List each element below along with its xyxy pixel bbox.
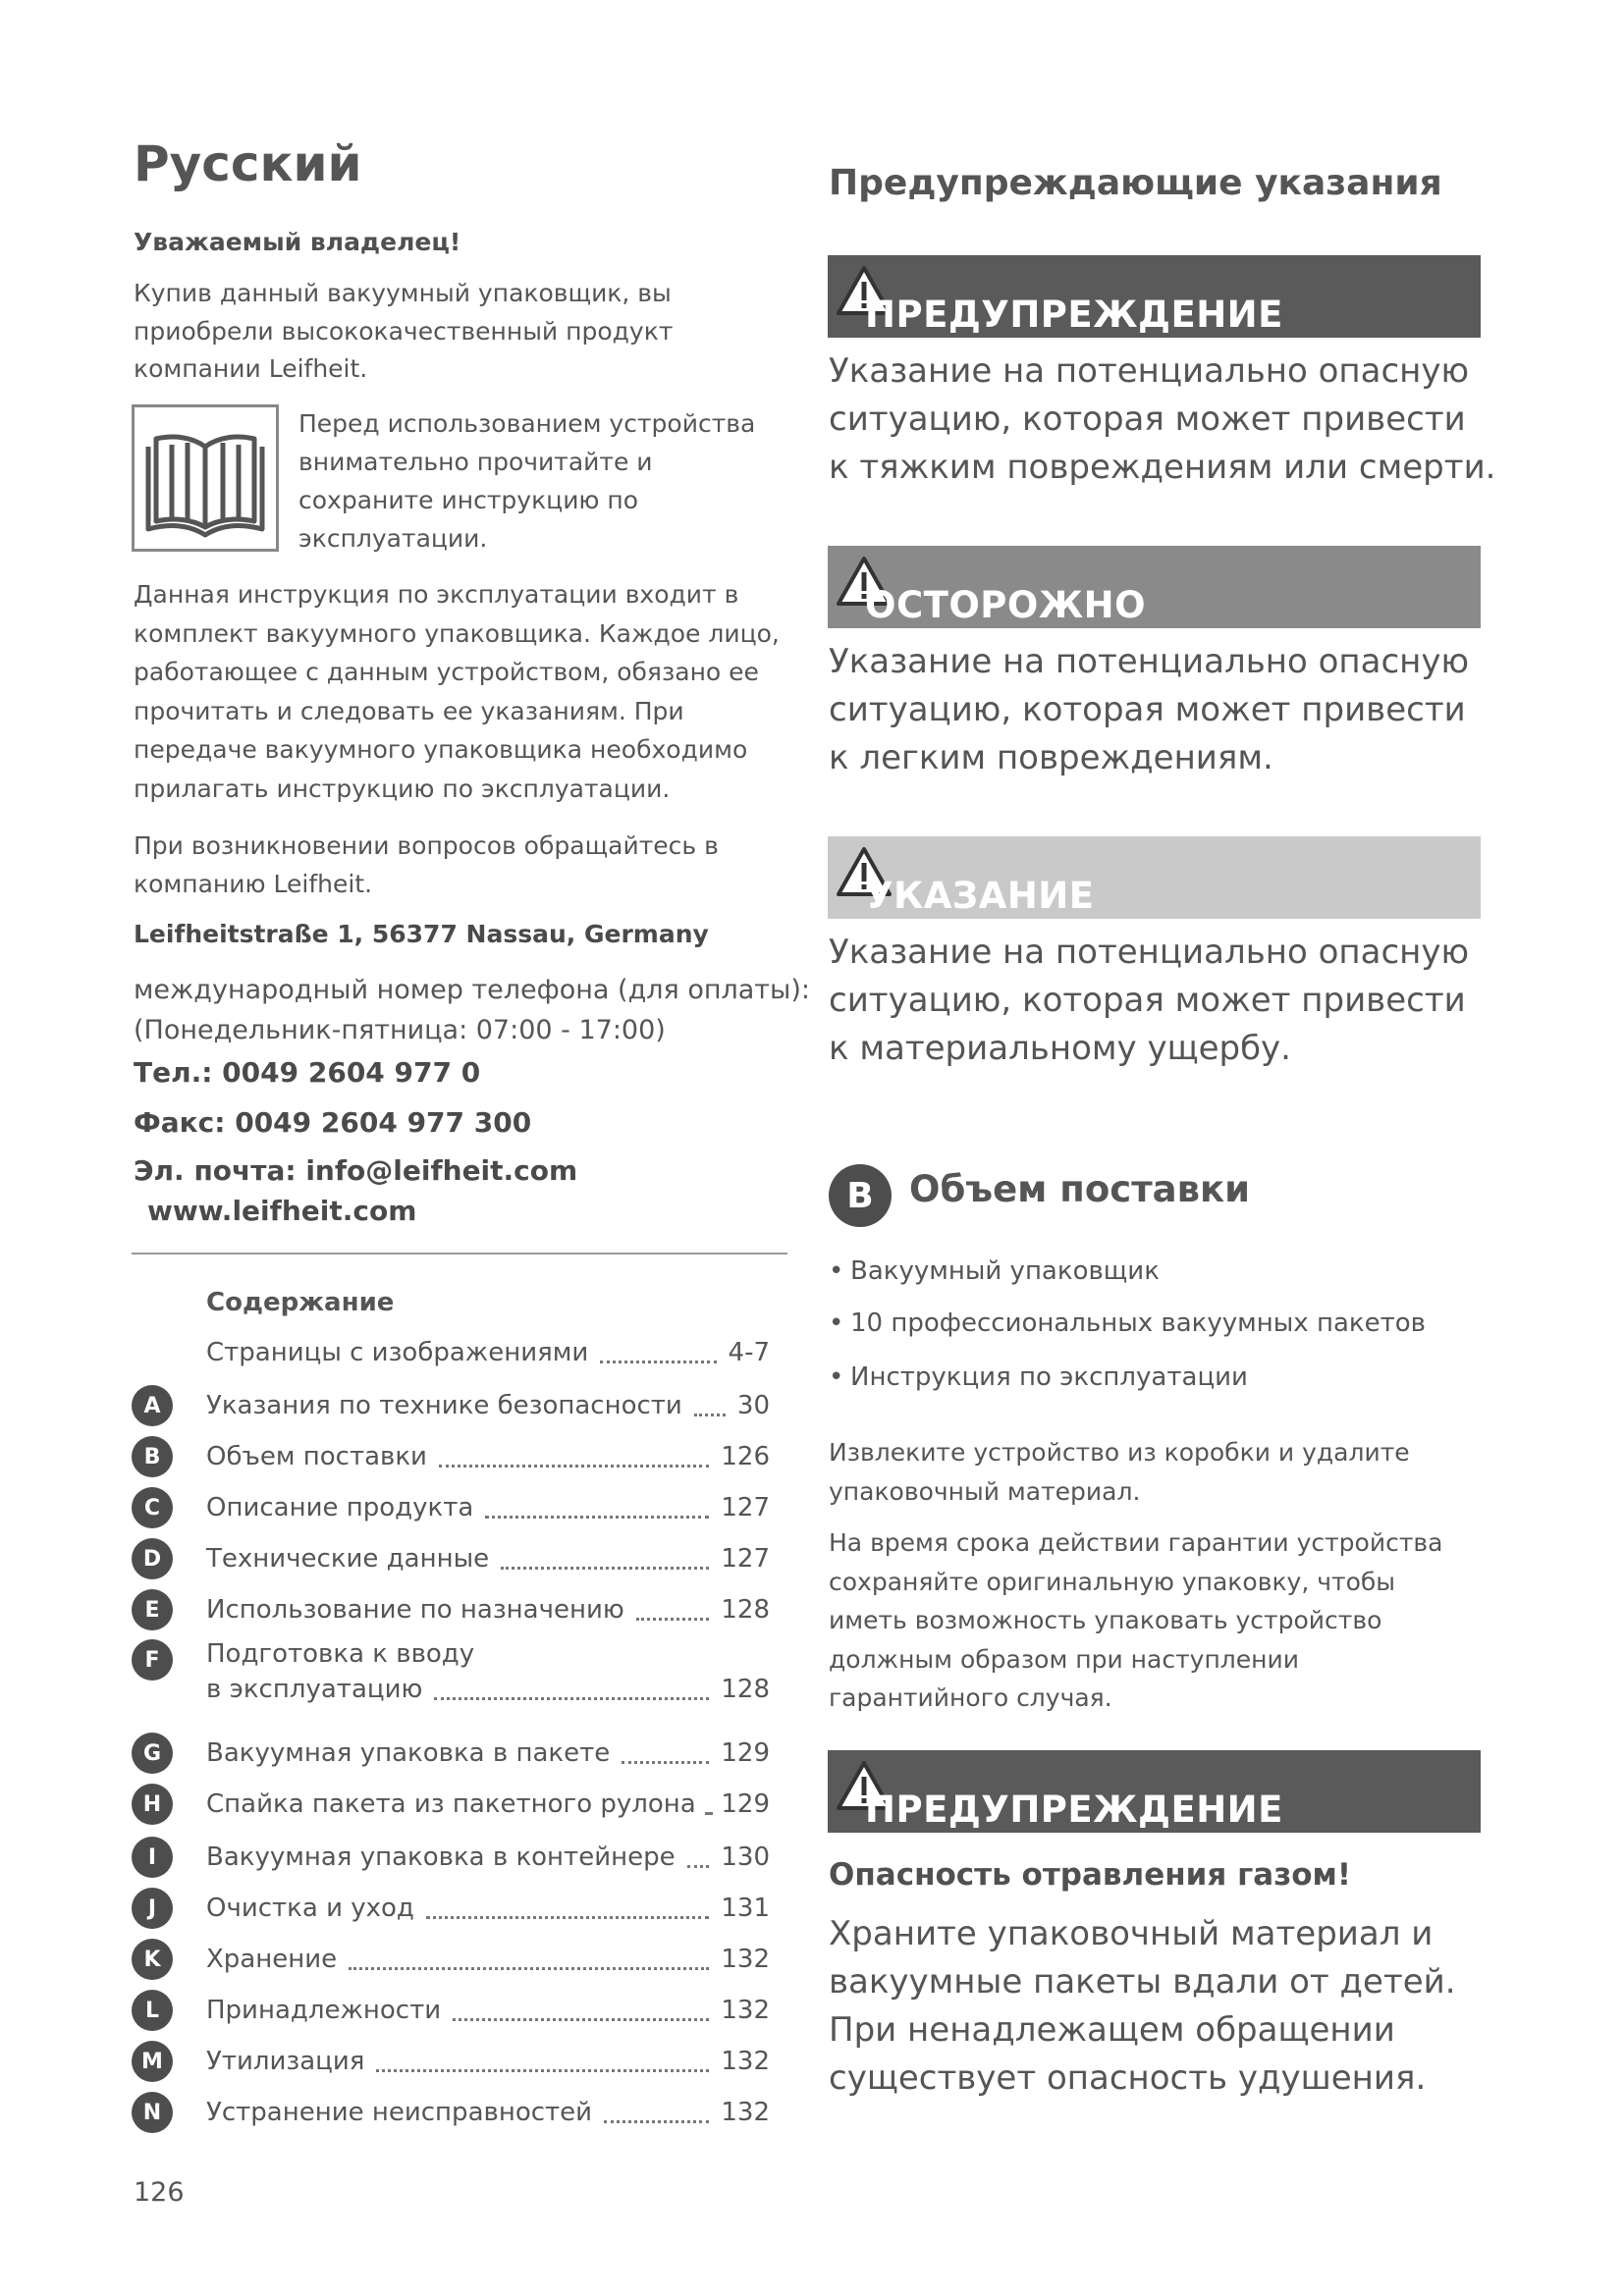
questions-note: При возникновении вопросов обращайтесь в компанию Leifheit. — [134, 831, 719, 898]
list-item-text: Инструкция по эксплуатации — [850, 1362, 1248, 1392]
toc-label: Устранение неисправностей — [206, 2098, 593, 2127]
toc-leader — [604, 2103, 709, 2123]
toc-label: Указания по технике безопасности — [206, 1391, 682, 1420]
notice-text: Указание на потенциально опасную ситуацию, которая может привести к материальному ущербу. — [829, 933, 1470, 1068]
unpack-text: Извлеките устройство из коробки и удалите упаковочный материал. — [829, 1438, 1410, 1506]
toc-label-continued: в эксплуатацию — [206, 1675, 423, 1704]
danger-text: Храните упаковочный материал и вакуумные пакеты вдали от детей. При ненадлежащем обращении существует опасность удушения. — [829, 1914, 1456, 2098]
page-number: 126 — [134, 2177, 185, 2208]
toc-label: Использование по назначению — [206, 1595, 624, 1625]
toc-leader — [501, 1549, 709, 1570]
danger-heading: Опасность отравления газом! — [829, 1857, 1351, 1893]
toc-leader — [376, 2052, 709, 2072]
toc-label: Страницы с изображениями — [206, 1338, 589, 1367]
language-title: Русский — [134, 135, 362, 192]
toc-leader — [453, 2001, 709, 2021]
toc-item[interactable] — [132, 1836, 770, 1879]
list-item: • Инструкция по эксплуатации — [829, 1362, 1248, 1392]
toc-label: Вакуумная упаковка в контейнере — [206, 1842, 676, 1872]
toc-label: Хранение — [206, 1945, 338, 1974]
toc-leader — [349, 1949, 709, 1970]
warnings-title: Предупреждающие указания — [829, 163, 1442, 203]
email: Эл. почта: info@leifheit.com — [134, 1154, 578, 1187]
toc-item[interactable] — [132, 1486, 770, 1529]
warning-label: ПРЕДУПРЕЖДЕНИЕ — [865, 1789, 1283, 1831]
toc-item[interactable] — [132, 1938, 770, 1981]
toc-label: Очистка и уход — [206, 1894, 414, 1923]
toc-item[interactable] — [132, 1783, 770, 1826]
list-item-text: Вакуумный упаковщик — [850, 1256, 1160, 1286]
toc-page: 132 — [721, 1945, 770, 1974]
toc-item[interactable] — [132, 2040, 770, 2083]
toc-item[interactable] — [132, 1887, 770, 1930]
toc-page: 30 — [736, 1391, 770, 1420]
toc-badge: E — [132, 1589, 173, 1630]
toc-label: Подготовка к вводу — [206, 1639, 475, 1669]
toc-item[interactable] — [132, 1384, 770, 1427]
toc-item[interactable] — [132, 1639, 770, 1724]
read-notice: Перед использованием устройства внимательно прочитайте и сохраните инструкцию по эксплуатации. — [298, 409, 756, 553]
book-manual-icon — [132, 404, 279, 552]
caution-label: ОСТОРОЖНО — [865, 584, 1147, 626]
warranty-text: На время срока действии гарантии устройства сохраняйте оригинальную упаковку, чтобы иметь возможность упаковать устройство должным образом при наступлении гарантийного случая. — [829, 1528, 1443, 1712]
toc-badge: F — [132, 1639, 173, 1681]
toc-item[interactable] — [132, 2091, 770, 2134]
toc-page: 128 — [721, 1675, 770, 1704]
toc-label: Спайка пакета из пакетного рулона — [206, 1789, 696, 1819]
telephone: Тел.: 0049 2604 977 0 — [134, 1056, 481, 1089]
toc-item[interactable] — [132, 1331, 770, 1374]
toc-label: Утилизация — [206, 2047, 365, 2076]
office-hours: (Понедельник-пятница: 07:00 - 17:00) — [134, 1015, 666, 1045]
list-item-text: 10 профессиональных вакуумных пакетов — [850, 1308, 1426, 1338]
toc-badge: G — [132, 1733, 173, 1774]
toc-label: Технические данные — [206, 1544, 490, 1574]
caution-bar — [828, 546, 1481, 628]
phone-intro: международный номер телефона (для оплаты): — [134, 975, 810, 1005]
toc-label: Принадлежности — [206, 1996, 442, 2025]
notice-bar — [828, 836, 1481, 919]
notice-label: УКАЗАНИЕ — [865, 875, 1095, 917]
section-title: Объем поставки — [909, 1168, 1251, 1210]
toc-leader — [485, 1498, 709, 1519]
toc-item[interactable] — [132, 1588, 770, 1631]
warning-text: Указание на потенциально опасную ситуацию, которая может привести к тяжким повреждениям или смерти. — [829, 351, 1496, 487]
fax: Факс: 0049 2604 977 300 — [134, 1106, 532, 1139]
section-badge: B — [829, 1164, 892, 1227]
toc-badge: H — [132, 1784, 173, 1825]
toc-page: 128 — [721, 1595, 770, 1625]
toc-leader — [426, 1898, 709, 1919]
warning-label: ПРЕДУПРЕЖДЕНИЕ — [865, 294, 1283, 336]
caution-text: Указание на потенциально опасную ситуацию, которая может привести к легким повреждениям. — [829, 642, 1470, 777]
toc-badge: L — [132, 1990, 173, 2031]
toc-label: Объем поставки — [206, 1442, 427, 1471]
toc-leader — [439, 1447, 709, 1468]
toc-page: 126 — [721, 1442, 770, 1471]
toc-badge: B — [132, 1436, 173, 1477]
toc-item[interactable] — [132, 1989, 770, 2032]
toc-page: 129 — [721, 1789, 770, 1819]
toc-leader — [708, 1794, 710, 1815]
toc-leader — [600, 1343, 716, 1363]
toc-item[interactable] — [132, 1537, 770, 1580]
toc-page: 4-7 — [728, 1338, 770, 1367]
toc-page: 129 — [721, 1738, 770, 1768]
toc-page: 132 — [721, 2047, 770, 2076]
toc-title: Содержание — [206, 1288, 395, 1317]
toc-badge — [132, 1332, 173, 1373]
toc-badge: C — [132, 1487, 173, 1528]
toc-page: 130 — [721, 1842, 770, 1872]
toc-label: Вакуумная упаковка в пакете — [206, 1738, 611, 1768]
toc-page: 132 — [721, 1996, 770, 2025]
warning-bar — [828, 1750, 1481, 1833]
toc-page: 131 — [721, 1894, 770, 1923]
toc-label: Описание продукта — [206, 1493, 474, 1522]
toc-badge: I — [132, 1837, 173, 1878]
manual-note: Данная инструкция по эксплуатации входит в комплект вакуумного упаковщика. Каждое лицо, работающее с данным устройством, обязано ее прочитать и следовать ее указаниям. При передаче вакуумного упаковщика необходимо прилагать инструкцию по эксплуатации. — [134, 580, 780, 803]
toc-badge: N — [132, 2092, 173, 2133]
toc-leader — [434, 1680, 709, 1700]
toc-page: 132 — [721, 2098, 770, 2127]
greeting: Уважаемый владелец! — [134, 228, 461, 256]
warning-bar — [828, 255, 1481, 338]
toc-leader — [622, 1743, 709, 1764]
toc-leader — [687, 1847, 710, 1868]
toc-badge: J — [132, 1888, 173, 1929]
company-address: Leifheitstraße 1, 56377 Nassau, Germany — [134, 920, 709, 948]
list-item: • 10 профессиональных вакуумных пакетов — [829, 1308, 1426, 1338]
toc-page: 127 — [721, 1493, 770, 1522]
contact-block — [134, 970, 821, 1231]
toc-badge: A — [132, 1385, 173, 1426]
toc-badge: K — [132, 1939, 173, 1980]
toc-item[interactable] — [132, 1732, 770, 1775]
website: www.leifheit.com — [147, 1195, 417, 1227]
toc-page: 127 — [721, 1544, 770, 1574]
list-item: • Вакуумный упаковщик — [829, 1256, 1160, 1286]
divider — [132, 1253, 787, 1255]
toc-badge: D — [132, 1538, 173, 1579]
toc-leader — [694, 1396, 726, 1416]
toc-item[interactable] — [132, 1435, 770, 1478]
toc-leader — [636, 1600, 710, 1621]
intro-paragraph: Купив данный вакуумный упаковщик, вы приобрели высококачественный продукт компании Leifheit. — [134, 279, 674, 383]
toc-badge: M — [132, 2041, 173, 2082]
